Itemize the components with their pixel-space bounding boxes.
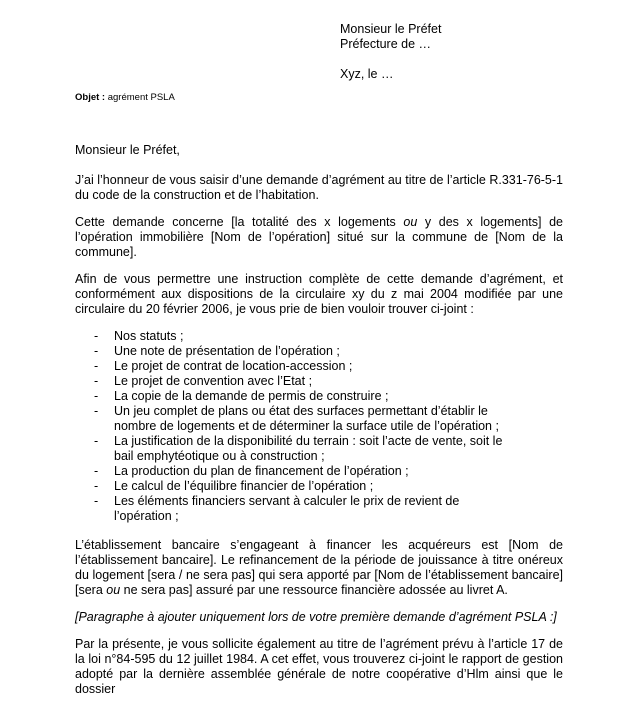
list-item xyxy=(75,359,563,374)
list-item-text: Une note de présentation de l’opération ; xyxy=(114,344,340,358)
dash-bullet: - xyxy=(94,404,99,418)
recipient-title: Monsieur le Préfet xyxy=(340,22,442,36)
list-item xyxy=(75,479,563,494)
list-item-text: Nos statuts ; xyxy=(114,329,184,343)
paragraph-bank-a: L’établissement bancaire s’engageant à financer les acquéreurs est [Nom de l’établissement bancaire]. Le refinancement de la période de jouissance à titre onéreux du logement [sera / ne sera pas] qui sera apporté par [Nom de l’établissement bancaire] [sera xyxy=(75,538,563,597)
recipient-block xyxy=(340,22,441,82)
dash-bullet: - xyxy=(94,434,99,448)
list-item-text: Les éléments financiers servant à calculer le prix de revient de l’opération ; xyxy=(114,494,460,523)
paragraph-scope-b: y des x logements] de l’opération immobilière [Nom de l’opération] situé sur la commune de [Nom de la commune]. xyxy=(75,215,564,259)
list-item-text: La justification de la disponibilité du terrain : soit l’acte de vente, soit le bail emphytéotique ou à construction ; xyxy=(114,434,503,463)
list-item xyxy=(75,404,563,434)
attachments-list xyxy=(75,329,563,524)
list-item xyxy=(75,344,563,359)
list-item xyxy=(75,389,563,404)
paragraph-attachments-intro: Afin de vous permettre une instruction complète de cette demande d’agrément, et conformément aux dispositions de la circulaire xy du z mai 2004 modifiée par une circulaire du 20 février 2006, je vous prie de bien vouloir trouver ci-joint : xyxy=(75,272,563,316)
list-item xyxy=(75,494,563,524)
list-item xyxy=(75,374,563,389)
paragraph-additional-agreement: Par la présente, je vous sollicite également au titre de l’agrément prévu à l’article 17 de la loi n°84-595 du 12 juillet 1984. A cet effet, vous trouverez ci-joint le rapport de gestion adopté par la dernière assemblée générale de notre coopérative d’Hlm ainsi que le dossier xyxy=(75,637,563,696)
paragraph-bank-b: ne sera pas] assuré par une ressource financière adossée au livret A. xyxy=(120,583,508,597)
list-item xyxy=(75,329,563,344)
dash-bullet: - xyxy=(94,359,99,373)
list-item-text: La production du plan de financement de l’opération ; xyxy=(114,464,409,478)
dash-bullet: - xyxy=(94,389,99,403)
dash-bullet: - xyxy=(94,464,99,478)
salutation: Monsieur le Préfet, xyxy=(75,143,180,157)
paragraph-bank-ou: ou xyxy=(106,583,121,597)
list-item-text: Le calcul de l’équilibre financier de l’opération ; xyxy=(114,479,374,493)
dash-bullet: - xyxy=(94,374,99,388)
letter-body xyxy=(75,143,563,709)
paragraph-scope-a: Cette demande concerne [la totalité des x logements xyxy=(75,215,404,229)
list-item-text: Le projet de contrat de location-accession ; xyxy=(114,359,353,373)
subject-value: agrément PSLA xyxy=(107,92,175,103)
paragraph-bank xyxy=(75,538,563,598)
subject-line xyxy=(75,92,175,104)
paragraph-intro: J’ai l’honneur de vous saisir d’une demande d’agrément au titre de l’article R.331-76-5-1 du code de la construction et de l’habitation. xyxy=(75,173,563,202)
dash-bullet: - xyxy=(94,494,99,508)
list-item-text: Un jeu complet de plans ou état des surfaces permettant d’établir le nombre de logements et de déterminer la surface utile de l’opération ; xyxy=(114,404,499,433)
paragraph-scope xyxy=(75,215,563,260)
subject-label: Objet : xyxy=(75,92,106,103)
recipient-office: Préfecture de … xyxy=(340,37,432,51)
list-item-text: Le projet de convention avec l’Etat ; xyxy=(114,374,313,388)
paragraph-scope-ou: ou xyxy=(403,215,418,229)
paragraph-first-request-note: [Paragraphe à ajouter uniquement lors de votre première demande d’agrément PSLA :] xyxy=(75,610,557,624)
place-date: Xyz, le … xyxy=(340,67,394,81)
list-item xyxy=(75,464,563,479)
dash-bullet: - xyxy=(94,479,99,493)
dash-bullet: - xyxy=(94,329,99,343)
list-item xyxy=(75,434,563,464)
dash-bullet: - xyxy=(94,344,99,358)
list-item-text: La copie de la demande de permis de construire ; xyxy=(114,389,389,403)
